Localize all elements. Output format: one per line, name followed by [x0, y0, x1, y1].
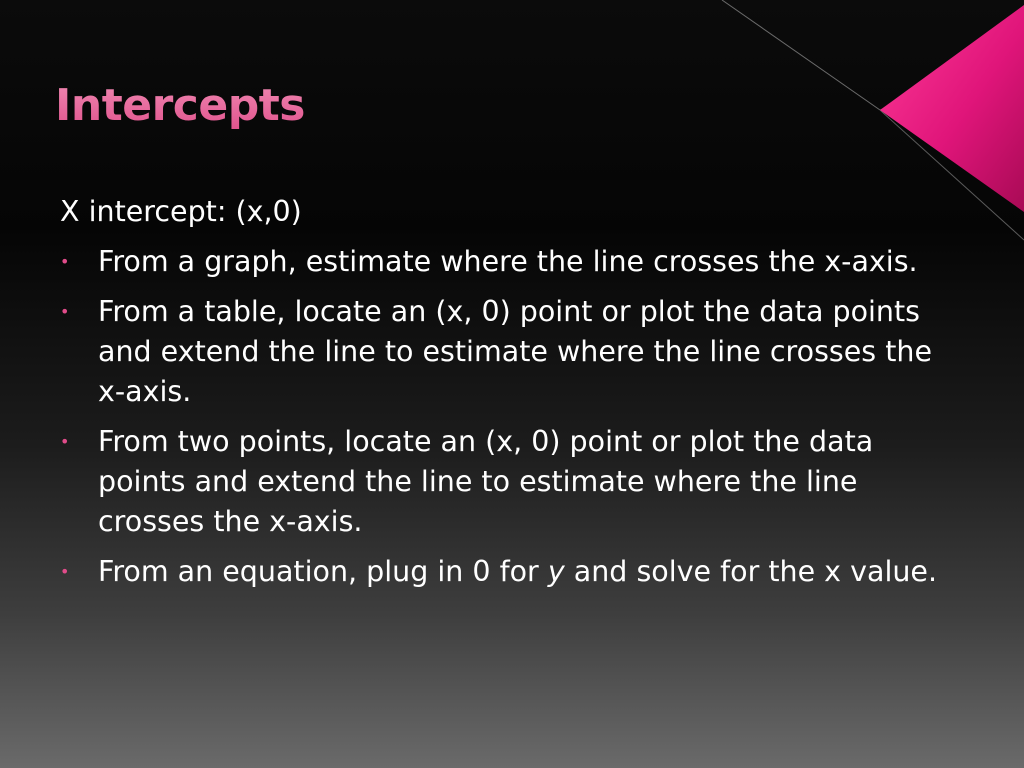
slide-title: Intercepts — [55, 80, 305, 131]
bullet-text: From two points, locate an (x, 0) point or plot the data points and extend the line to estimate where the line crosses the x-axis. — [98, 425, 874, 538]
bullet-text — [98, 555, 937, 588]
bullet-item — [60, 292, 940, 412]
bullet-text-post: and solve for the x value. — [564, 555, 938, 588]
bullet-icon: • — [60, 432, 70, 451]
bullet-text: From a graph, estimate where the line crosses the x-axis. — [98, 245, 918, 278]
bullet-icon: • — [60, 302, 70, 321]
bullet-icon: • — [60, 252, 70, 271]
bullet-item — [60, 422, 940, 542]
pink-triangle — [880, 5, 1024, 212]
slide-body — [60, 192, 940, 602]
bullet-text-pre: From an equation, plug in 0 for — [98, 555, 548, 588]
bullet-text: From a table, locate an (x, 0) point or plot the data points and extend the line to estimate where the line crosses the x-axis. — [98, 295, 932, 408]
bullet-item — [60, 242, 940, 282]
bullet-list — [60, 242, 940, 592]
intro-line: X intercept: (x,0) — [60, 195, 302, 228]
bullet-item — [60, 552, 940, 592]
bullet-icon: • — [60, 562, 70, 581]
decorative-line — [722, 0, 880, 110]
variable-y: y — [547, 555, 565, 588]
